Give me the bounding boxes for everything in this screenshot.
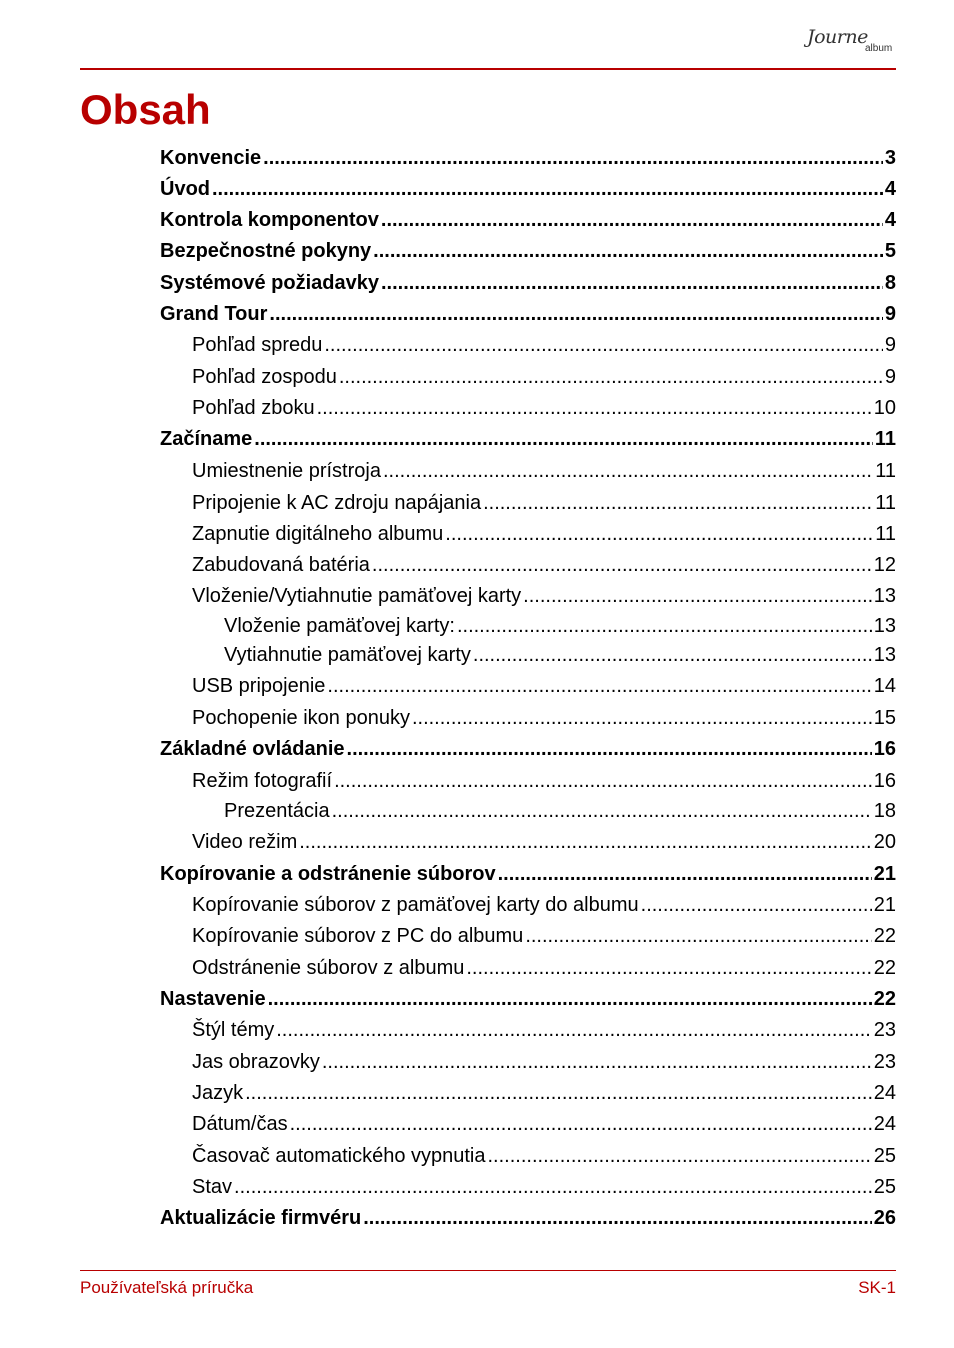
toc-entry-label: Začíname — [160, 428, 253, 450]
toc-entry[interactable] — [192, 673, 896, 699]
toc-entry-page: 26 — [873, 1207, 896, 1229]
header-rule — [80, 68, 896, 70]
toc-dot-leader — [523, 583, 872, 609]
toc-entry-page: 23 — [873, 1051, 896, 1073]
toc-entry-label: Aktualizácie firmvéru — [160, 1207, 362, 1229]
toc-entry-label: Bezpečnostné pokyny — [160, 240, 372, 262]
toc-dot-leader — [483, 490, 873, 516]
toc-entry-label: Kopírovanie a odstránenie súborov — [160, 863, 496, 885]
footer-rule — [80, 1270, 896, 1271]
toc-entry[interactable] — [192, 923, 896, 949]
toc-entry[interactable] — [160, 301, 896, 327]
toc-entry-label: Režim fotografií — [192, 770, 333, 792]
toc-entry[interactable] — [192, 364, 896, 390]
toc-entry-page: 3 — [884, 147, 896, 169]
toc-entry[interactable] — [192, 1143, 896, 1169]
toc-dot-leader — [276, 1017, 872, 1043]
toc-dot-leader — [498, 861, 872, 887]
toc-dot-leader — [339, 364, 883, 390]
toc-entry[interactable] — [192, 1174, 896, 1200]
toc-entry-page: 16 — [873, 770, 896, 792]
toc-entry-label: Odstránenie súborov z albumu — [192, 957, 465, 979]
toc-entry-page: 18 — [873, 800, 896, 822]
toc-dot-leader — [381, 207, 883, 233]
toc-entry[interactable] — [224, 642, 896, 668]
toc-entry-label: Kontrola komponentov — [160, 209, 379, 231]
page-title: Obsah — [80, 86, 211, 133]
toc-dot-leader — [412, 705, 872, 731]
toc-entry-page: 4 — [884, 209, 896, 231]
toc-entry[interactable] — [160, 145, 896, 171]
toc-entry[interactable] — [192, 395, 896, 421]
toc-dot-leader — [299, 829, 872, 855]
toc-entry-page: 11 — [875, 492, 896, 514]
toc-entry[interactable] — [224, 798, 896, 824]
toc-entry-page: 12 — [873, 554, 896, 576]
toc-entry[interactable] — [192, 490, 896, 516]
toc-entry-label: Prezentácia — [224, 800, 330, 822]
toc-entry-label: Systémové požiadavky — [160, 272, 379, 294]
toc-dot-leader — [381, 270, 883, 296]
toc-dot-leader — [488, 1143, 872, 1169]
toc-entry-label: Umiestnenie prístroja — [192, 460, 381, 482]
toc-entry-page: 23 — [873, 1019, 896, 1041]
toc-entry-label: Stav — [192, 1176, 233, 1198]
toc-entry-page: 11 — [874, 428, 896, 450]
toc-entry-label: Zapnutie digitálneho albumu — [192, 523, 444, 545]
toc-entry-page: 13 — [873, 585, 896, 607]
toc-entry[interactable] — [160, 176, 896, 202]
toc-dot-leader — [373, 238, 883, 264]
toc-entry-label: Jas obrazovky — [192, 1051, 320, 1073]
toc-dot-leader — [317, 395, 872, 421]
toc-entry-label: Pohľad spredu — [192, 334, 323, 356]
toc-dot-leader — [347, 736, 872, 762]
toc-entry-label: Pochopenie ikon ponuky — [192, 707, 410, 729]
toc-entry-page: 13 — [873, 615, 896, 637]
toc-entry[interactable] — [192, 829, 896, 855]
toc-dot-leader — [641, 892, 872, 918]
toc-entry-label: Nastavenie — [160, 988, 266, 1010]
toc-dot-leader — [525, 923, 871, 949]
toc-entry-label: Dátum/čas — [192, 1113, 288, 1135]
toc-entry[interactable] — [160, 207, 896, 233]
toc-entry-page: 24 — [873, 1082, 896, 1104]
toc-dot-leader — [334, 768, 872, 794]
toc-dot-leader — [332, 798, 872, 824]
footer-document-title: Používateľská príručka — [80, 1278, 254, 1297]
toc-entry-page: 13 — [873, 644, 896, 666]
toc-dot-leader — [269, 301, 882, 327]
toc-entry-page: 22 — [873, 988, 896, 1010]
toc-entry[interactable] — [192, 768, 896, 794]
toc-entry-page: 4 — [884, 178, 896, 200]
toc-entry-page: 22 — [873, 957, 896, 979]
toc-dot-leader — [363, 1205, 872, 1231]
toc-entry-label: Pripojenie k AC zdroju napájania — [192, 492, 482, 514]
toc-entry-label: USB pripojenie — [192, 675, 326, 697]
toc-entry[interactable] — [160, 426, 896, 452]
toc-entry-page: 25 — [873, 1145, 896, 1167]
toc-entry[interactable] — [224, 613, 896, 639]
toc-dot-leader — [473, 642, 872, 668]
toc-entry[interactable] — [192, 892, 896, 918]
toc-dot-leader — [457, 613, 872, 639]
toc-entry[interactable] — [192, 552, 896, 578]
toc-dot-leader — [324, 332, 883, 358]
toc-entry-label: Vloženie pamäťovej karty: — [224, 615, 455, 637]
toc-entry-label: Grand Tour — [160, 303, 268, 325]
toc-entry[interactable] — [160, 238, 896, 264]
toc-entry[interactable] — [192, 521, 896, 547]
toc-entry-label: Video režim — [192, 831, 298, 853]
toc-dot-leader — [327, 673, 871, 699]
toc-dot-leader — [383, 458, 873, 484]
toc-entry[interactable] — [192, 955, 896, 981]
toc-entry[interactable] — [192, 583, 896, 609]
toc-entry-page: 21 — [873, 863, 896, 885]
toc-entry[interactable] — [192, 1049, 896, 1075]
toc-entry-page: 20 — [873, 831, 896, 853]
toc-dot-leader — [322, 1049, 872, 1075]
toc-entry-label: Úvod — [160, 178, 210, 200]
toc-entry-label: Zabudovaná batéria — [192, 554, 370, 576]
toc-entry-label: Kopírovanie súborov z pamäťovej karty do albumu — [192, 894, 639, 916]
logo-script: Journe — [807, 26, 868, 48]
toc-entry[interactable] — [192, 705, 896, 731]
toc-entry-label: Jazyk — [192, 1082, 244, 1104]
toc-entry-page: 9 — [884, 303, 896, 325]
footer-page-number: SK-1 — [858, 1278, 896, 1297]
toc-entry-page: 9 — [884, 334, 896, 356]
toc-dot-leader — [254, 426, 873, 452]
toc-entry-label: Štýl témy — [192, 1019, 275, 1041]
toc-dot-leader — [234, 1174, 872, 1200]
brand-logo — [805, 24, 897, 60]
toc-entry[interactable] — [192, 458, 896, 484]
toc-dot-leader — [290, 1111, 872, 1137]
toc-entry[interactable] — [192, 1111, 896, 1137]
toc-entry[interactable] — [160, 270, 896, 296]
toc-entry[interactable] — [160, 986, 896, 1012]
toc-entry-page: 11 — [875, 460, 896, 482]
toc-dot-leader — [268, 986, 872, 1012]
toc-entry-page: 21 — [873, 894, 896, 916]
toc-entry-label: Pohľad zospodu — [192, 366, 337, 388]
toc-entry[interactable] — [160, 861, 896, 887]
toc-entry-label: Vloženie/Vytiahnutie pamäťovej karty — [192, 585, 522, 607]
toc-entry-label: Časovač automatického vypnutia — [192, 1145, 486, 1167]
toc-entry-page: 22 — [873, 925, 896, 947]
toc-entry-page: 24 — [873, 1113, 896, 1135]
toc-dot-leader — [466, 955, 871, 981]
toc-entry[interactable] — [160, 1205, 896, 1231]
toc-entry-page: 5 — [884, 240, 896, 262]
toc-entry-label: Pohľad zboku — [192, 397, 315, 419]
toc-entry-page: 16 — [873, 738, 896, 760]
toc-dot-leader — [245, 1080, 872, 1106]
toc-entry-page: 25 — [873, 1176, 896, 1198]
toc-dot-leader — [372, 552, 872, 578]
toc-entry-page: 11 — [875, 523, 896, 545]
toc-entry[interactable] — [192, 332, 896, 358]
logo-subtitle: album — [865, 43, 893, 54]
toc-entry-label: Kopírovanie súborov z PC do albumu — [192, 925, 524, 947]
toc-entry-label: Základné ovládanie — [160, 738, 345, 760]
toc-entry-page: 10 — [873, 397, 896, 419]
toc-entry[interactable] — [192, 1080, 896, 1106]
toc-entry[interactable] — [160, 736, 896, 762]
toc-entry-page: 14 — [873, 675, 896, 697]
toc-dot-leader — [263, 145, 883, 171]
toc-dot-leader — [212, 176, 883, 202]
toc-entry-label: Vytiahnutie pamäťovej karty — [224, 644, 471, 666]
toc-entry[interactable] — [192, 1017, 896, 1043]
toc-entry-page: 9 — [884, 366, 896, 388]
toc-entry-page: 8 — [884, 272, 896, 294]
toc-entry-page: 15 — [873, 707, 896, 729]
toc-dot-leader — [445, 521, 873, 547]
toc-entry-label: Konvencie — [160, 147, 262, 169]
